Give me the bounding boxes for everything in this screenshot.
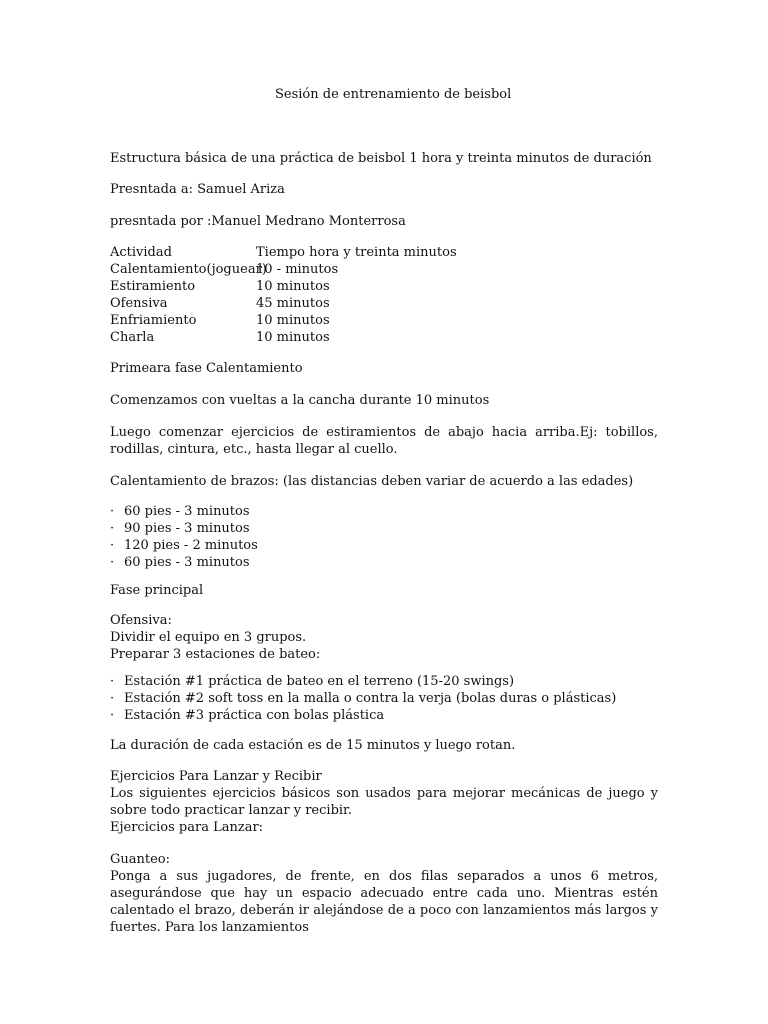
list-item bbox=[110, 537, 258, 554]
phase-heading: Primeara fase Calentamiento bbox=[110, 361, 303, 376]
activity-name: Charla bbox=[110, 330, 155, 345]
guanteo-paragraph: Ponga a sus jugadores, de frente, en dos filas separados a unos 6 metros, asegurándose que hay un espacio adecuado entre cada uno. Mientras estén calentado el brazo, deberán ir alejándose de a poco con lanzamientos más largos y fuertes. Para los lanzamientos bbox=[110, 869, 658, 935]
list-item-text: Estación #3 práctica con bolas plástica bbox=[124, 708, 385, 723]
list-item-text: 60 pies - 3 minutos bbox=[124, 555, 250, 570]
activity-row bbox=[110, 261, 457, 278]
list-item bbox=[110, 554, 258, 571]
list-item bbox=[110, 673, 616, 690]
laps-paragraph: Comenzamos con vueltas a la cancha durante 10 minutos bbox=[110, 393, 490, 408]
activity-row bbox=[110, 244, 457, 261]
stretch-paragraph: Luego comenzar ejercicios de estiramientos de abajo hacia arriba.Ej: tobillos, rodillas, cintura, etc., hasta llegar al cuello. bbox=[110, 425, 658, 457]
bullet: · bbox=[110, 691, 115, 706]
activity-table bbox=[110, 244, 457, 346]
throwing-paragraph: Los siguientes ejercicios básicos son usados para mejorar mecánicas de juego y sobre todo practicar lanzar y recibir. bbox=[110, 786, 658, 818]
activity-name: Calentamiento(joguear) bbox=[110, 262, 267, 277]
main-phase-heading: Fase principal bbox=[110, 583, 204, 598]
intro-line: Estructura básica de una práctica de beisbol 1 hora y treinta minutos de duración bbox=[110, 151, 652, 166]
list-item bbox=[110, 707, 616, 724]
duration-paragraph: La duración de cada estación es de 15 minutos y luego rotan. bbox=[110, 738, 516, 753]
list-item bbox=[110, 503, 258, 520]
list-item-text: Estación #2 soft toss en la malla o contra la verja (bolas duras o plásticas) bbox=[124, 691, 617, 706]
list-item-text: 120 pies - 2 minutos bbox=[124, 538, 258, 553]
stations-list bbox=[110, 673, 616, 724]
bullet: · bbox=[110, 674, 115, 689]
document-title: Sesión de entrenamiento de beisbol bbox=[275, 87, 512, 102]
presented-by: presntada por :Manuel Medrano Monterrosa bbox=[110, 214, 406, 229]
activity-time: 10 minutos bbox=[256, 279, 330, 294]
guanteo-heading: Guanteo: bbox=[110, 852, 171, 867]
activity-time: 10 - minutos bbox=[256, 262, 339, 277]
bullet: · bbox=[110, 521, 115, 536]
bullet: · bbox=[110, 504, 115, 519]
bullet: · bbox=[110, 555, 115, 570]
activity-time: Tiempo hora y treinta minutos bbox=[256, 245, 457, 260]
activity-time: 10 minutos bbox=[256, 330, 330, 345]
presented-to: Presntada a: Samuel Ariza bbox=[110, 182, 285, 197]
arm-warmup-heading: Calentamiento de brazos: (las distancias deben variar de acuerdo a las edades) bbox=[110, 474, 634, 489]
activity-name: Estiramiento bbox=[110, 279, 196, 294]
throwing-subheading: Ejercicios para Lanzar: bbox=[110, 820, 264, 835]
list-item-text: Estación #1 práctica de bateo en el terreno (15-20 swings) bbox=[124, 674, 515, 689]
offense-heading: Ofensiva: bbox=[110, 613, 172, 628]
list-item bbox=[110, 520, 258, 537]
activity-time: 45 minutos bbox=[256, 296, 330, 311]
activity-row bbox=[110, 295, 457, 312]
activity-name: Ofensiva bbox=[110, 296, 168, 311]
offense-divide: Dividir el equipo en 3 grupos. bbox=[110, 630, 307, 645]
activity-name: Enfriamiento bbox=[110, 313, 197, 328]
bullet: · bbox=[110, 708, 115, 723]
arm-distance-list bbox=[110, 503, 258, 571]
activity-name: Actividad bbox=[110, 245, 172, 260]
offense-prepare: Preparar 3 estaciones de bateo: bbox=[110, 647, 321, 662]
activity-row bbox=[110, 278, 457, 295]
list-item-text: 90 pies - 3 minutos bbox=[124, 521, 250, 536]
list-item-text: 60 pies - 3 minutos bbox=[124, 504, 250, 519]
activity-time: 10 minutos bbox=[256, 313, 330, 328]
throwing-heading: Ejercicios Para Lanzar y Recibir bbox=[110, 769, 322, 784]
list-item bbox=[110, 690, 616, 707]
activity-row bbox=[110, 312, 457, 329]
activity-row bbox=[110, 329, 457, 346]
bullet: · bbox=[110, 538, 115, 553]
